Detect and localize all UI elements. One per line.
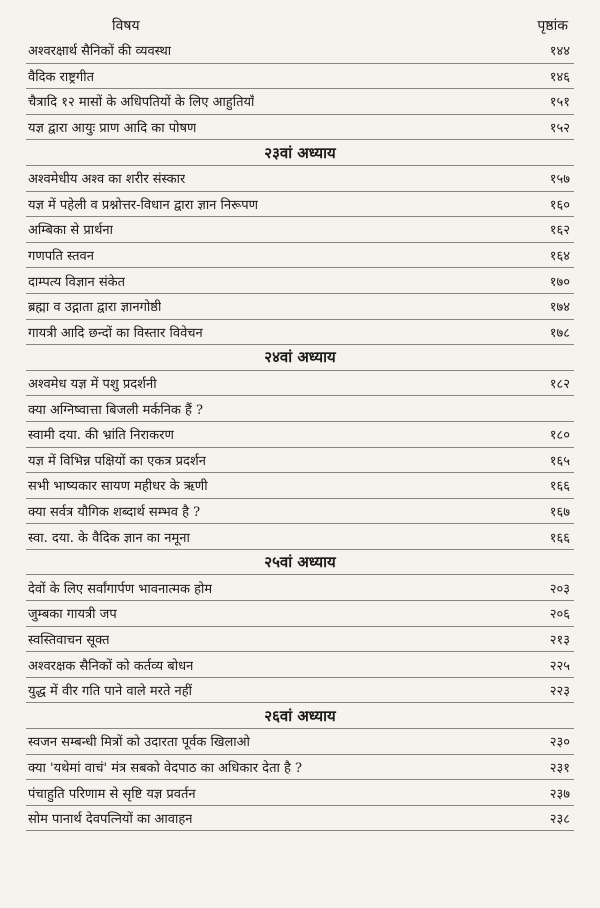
- entry-title: गायत्री आदि छन्दों का विस्तार विवेचन: [28, 325, 203, 341]
- entry-page-number: २१३: [549, 632, 570, 648]
- entry-page-number: १६०: [549, 197, 570, 213]
- entry-page-number: १८२: [549, 377, 570, 393]
- chapter-heading: २३वां अध्याय: [26, 140, 574, 166]
- entry-page-number: २३८: [549, 812, 570, 828]
- entry-title: स्वस्तिवाचन सूक्त: [28, 632, 110, 648]
- entry-title: चैत्रादि १२ मासों के अधिपतियों के लिए आहुतियाँ: [28, 95, 255, 111]
- toc-entry: [26, 806, 574, 832]
- toc-entry: [26, 166, 574, 192]
- toc-header: [26, 12, 574, 38]
- entry-page-number: २२५: [549, 658, 570, 674]
- entry-page-number: १६७: [549, 504, 570, 520]
- entry-title: स्वजन सम्बन्धी मित्रों को उदारता पूर्वक खिलाओ: [28, 735, 250, 751]
- entry-title: स्वामी दया. की भ्रांति निराकरण: [28, 428, 174, 444]
- entry-title: ब्रह्मा व उद्गाता द्वारा ज्ञानगोष्ठी: [28, 300, 162, 316]
- page-column-heading: पृष्ठांक: [537, 17, 568, 34]
- entry-title: देवों के लिए सर्वांगार्पण भावनात्मक होम: [28, 581, 213, 597]
- toc-entry: [26, 652, 574, 678]
- entry-page-number: १६४: [549, 249, 570, 265]
- toc-entry: [26, 422, 574, 448]
- toc-entry: [26, 755, 574, 781]
- chapter-heading: २४वां अध्याय: [26, 345, 574, 371]
- entry-page-number: १५२: [549, 121, 570, 137]
- entry-page-number: १५१: [549, 95, 570, 111]
- entry-page-number: २०६: [549, 607, 570, 623]
- entry-title: वैदिक राष्ट्रगीत: [28, 69, 94, 85]
- entry-title: सभी भाष्यकार सायण महीधर के ऋणी: [28, 479, 208, 495]
- entry-title: दाम्पत्य विज्ञान संकेत: [28, 274, 126, 290]
- toc-entry: [26, 499, 574, 525]
- toc-entry: [26, 780, 574, 806]
- toc-entry: [26, 627, 574, 653]
- entry-title: यज्ञ में विभिन्न पक्षियों का एकत्र प्रदर्शन: [28, 453, 206, 469]
- entry-title: युद्ध में वीर गति पाने वाले मरते नहीं: [28, 684, 192, 700]
- entry-page-number: २३७: [549, 786, 570, 802]
- entry-page-number: २३१: [549, 760, 570, 776]
- toc-entry: [26, 89, 574, 115]
- entry-page-number: १६२: [549, 223, 570, 239]
- entry-title: यज्ञ में पहेली व प्रश्नोत्तर-विधान द्वारा ज्ञान निरूपण: [28, 197, 258, 213]
- entry-page-number: १८०: [549, 428, 570, 444]
- entry-page-number: १६६: [549, 530, 570, 546]
- toc-entry: [26, 294, 574, 320]
- entry-title: अश्वरक्षक सैनिकों को कर्तव्य बोधन: [28, 658, 194, 674]
- toc-entry: [26, 601, 574, 627]
- entry-title: क्या सर्वत्र यौगिक शब्दार्थ सम्भव है ?: [28, 504, 201, 520]
- toc-entry: [26, 320, 574, 346]
- entry-title: अश्वरक्षार्थ सैनिकों की व्यवस्था: [28, 44, 172, 60]
- entry-title: क्या अग्निष्वात्ता बिजली मर्कनिक हैं ?: [28, 402, 204, 418]
- entry-page-number: १५७: [549, 172, 570, 188]
- chapter-heading: २६वां अध्याय: [26, 703, 574, 729]
- entry-page-number: २०३: [549, 581, 570, 597]
- entry-page-number: १४६: [549, 69, 570, 85]
- entry-title: यज्ञ द्वारा आयुः प्राण आदि का पोषण: [28, 121, 197, 137]
- toc-entry: [26, 524, 574, 550]
- entry-title: स्वा. दया. के वैदिक ज्ञान का नमूना: [28, 530, 190, 546]
- toc-entry: [26, 38, 574, 64]
- toc-entry: [26, 473, 574, 499]
- entry-page-number: १६५: [549, 453, 570, 469]
- toc-entry: [26, 448, 574, 474]
- entry-title: अम्बिका से प्रार्थना: [28, 223, 114, 239]
- entry-title: अश्वमेध यज्ञ में पशु प्रदर्शनी: [28, 377, 157, 393]
- entry-page-number: १७४: [549, 300, 570, 316]
- toc-entry: [26, 575, 574, 601]
- entry-page-number: १४४: [549, 44, 570, 60]
- entry-page-number: १७०: [549, 274, 570, 290]
- entry-title: सोम पानार्थ देवपत्नियों का आवाहन: [28, 812, 193, 828]
- entry-title: जुम्बका गायत्री जप: [28, 607, 117, 623]
- toc-entry: [26, 217, 574, 243]
- entry-page-number: २२३: [549, 684, 570, 700]
- toc-entry: [26, 678, 574, 704]
- toc-entry: [26, 268, 574, 294]
- entry-page-number: २३०: [549, 735, 570, 751]
- subject-column-heading: विषय: [112, 17, 140, 34]
- toc-entry: [26, 396, 574, 422]
- toc-entry: [26, 115, 574, 141]
- toc-entry: [26, 64, 574, 90]
- entry-title: गणपति स्तवन: [28, 249, 94, 265]
- entry-title: क्या 'यथेमां वाचं' मंत्र सबको वेदपाठ का अधिकार देता है ?: [28, 760, 302, 776]
- toc-entry: [26, 192, 574, 218]
- toc-entry: [26, 371, 574, 397]
- toc-entry: [26, 729, 574, 755]
- toc-entry: [26, 243, 574, 269]
- chapter-heading: २५वां अध्याय: [26, 550, 574, 576]
- entry-title: पंचाहुति परिणाम से सृष्टि यज्ञ प्रवर्तन: [28, 786, 196, 802]
- table-of-contents: [26, 38, 574, 831]
- entry-title: अश्वमेधीय अश्व का शरीर संस्कार: [28, 172, 186, 188]
- entry-page-number: १७८: [549, 325, 570, 341]
- entry-page-number: १६६: [549, 479, 570, 495]
